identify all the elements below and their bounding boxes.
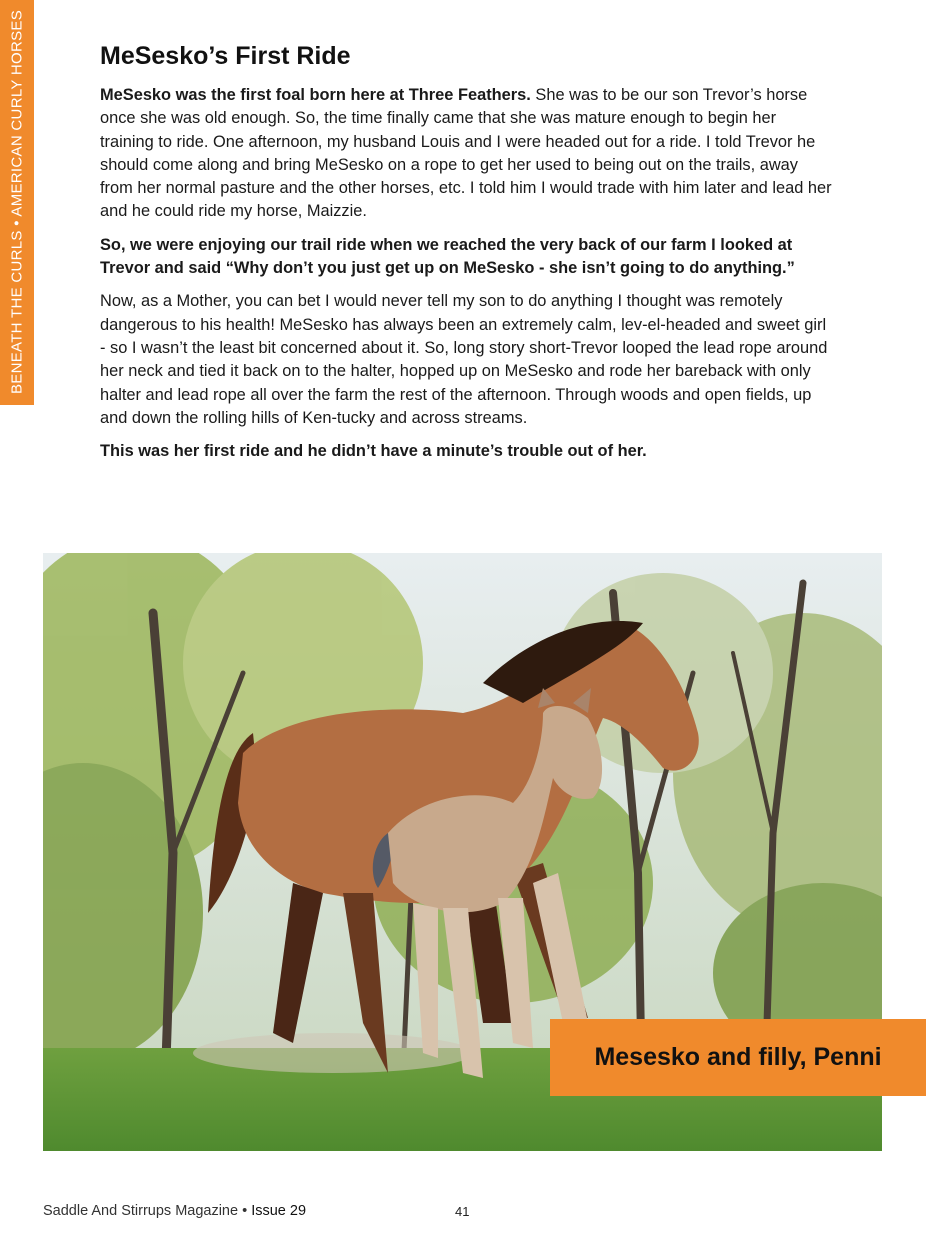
paragraph-3: Now, as a Mother, you can bet I would never tell my son to do anything I thought was remotely dangerous to his health! MeSesko has always been an extremely calm, lev-el-headed and sweet girl - so I wasn’t the least bit concerned about it. So, long story short-Trevor looped the lead rope around her neck and tied it back on to the halter, hopped up on MeSesko and rode her bareback with only halter and lead rope all over the farm the rest of the afternoon. Through woods and open fields, up and down the rolling hills of Ken-tucky and across streams. xyxy=(100,292,828,427)
paragraph-1 xyxy=(100,84,832,224)
page-number: 41 xyxy=(455,1204,470,1219)
paragraph-1-text: She was to be our son Trevor’s horse once she was old enough. So, the time finally came that she was mature enough to begin her training to ride. One afternoon, my husband Louis and I were headed out for a ride. I told Trevor he should come along and bring MeSesko on a rope to get her used to being out on the trails, away from her normal pasture and the other horses, etc. I told him I would trade with him later and lead her and he could ride my horse, Maizzie. xyxy=(100,86,832,221)
paragraph-1-lead: MeSesko was the first foal born here at Three Feathers. xyxy=(100,86,531,104)
paragraph-4 xyxy=(100,440,832,463)
footer-issue: Issue 29 xyxy=(251,1203,307,1219)
sidebar-label: BENEATH THE CURLS • AMERICAN CURLY HORSES xyxy=(8,9,26,395)
article-title: MeSesko’s First Ride xyxy=(100,42,351,70)
footer-magazine: Saddle And Stirrups Magazine xyxy=(43,1203,239,1219)
article-body xyxy=(100,84,832,473)
footer-separator: • xyxy=(238,1203,252,1219)
photo-caption: Mesesko and filly, Penni xyxy=(594,1043,882,1071)
photo-caption-box xyxy=(550,1019,926,1096)
page-footer xyxy=(43,1203,306,1219)
paragraph-2 xyxy=(100,234,832,281)
paragraph-2-text: So, we were enjoying our trail ride when we reached the very back of our farm I looked at Trevor and said “Why don’t you just get up on MeSesko - she isn’t going to do anything.” xyxy=(100,235,795,278)
sidebar-section-tab xyxy=(0,0,34,405)
paragraph-4-text: This was her first ride and he didn’t have a minute’s trouble out of her. xyxy=(100,442,647,461)
